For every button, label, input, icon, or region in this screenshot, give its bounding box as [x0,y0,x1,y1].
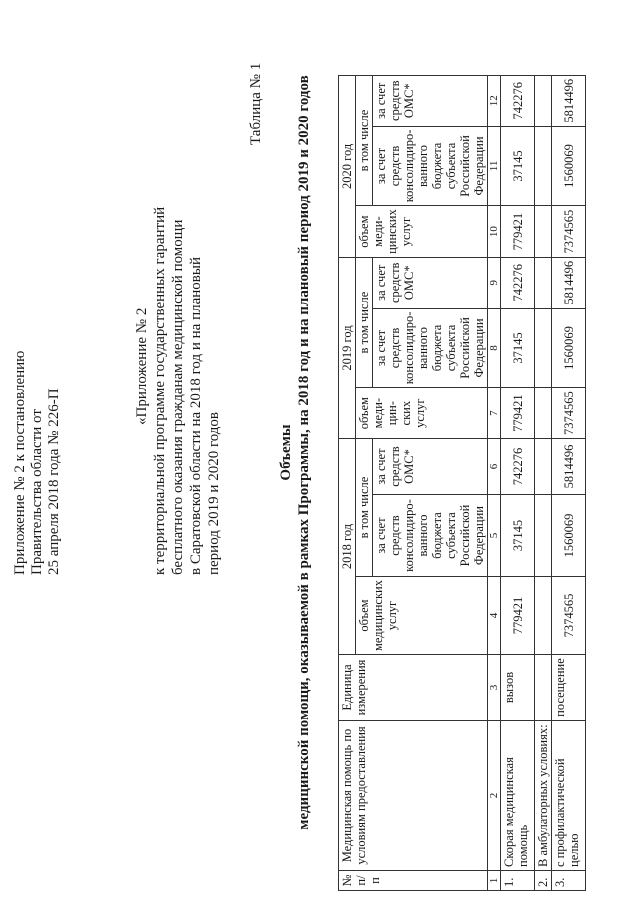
row-value [535,308,552,388]
row-value: 779421 [501,206,535,258]
incl-2019-header: в том числе [356,257,373,387]
appendix-line: «Приложение № 2 [134,307,150,425]
column-number: 7 [488,388,501,439]
table-label: Таблица № 1 [248,62,264,145]
oms-2019-header: за счет средств ОМС* [373,257,488,308]
budget-2019-header: за счет средств консолидиро- ванного бюджета субъекта Российской Федерации [373,308,488,388]
year-2019-header: 2019 год [339,257,356,438]
col-type-header: Медицинская помощь по условиям предоставления [339,721,488,871]
column-number: 3 [488,655,501,721]
appendix-line: в Саратовской области на 2018 год и на плановый [188,257,204,575]
row-value: 37145 [501,495,535,577]
row-value: 1560069 [552,308,586,388]
appendix-line: бесплатного оказания гражданам медицинской помощи [170,219,186,575]
row-value: 742276 [501,75,535,126]
appendix-line: период 2019 и 2020 годов [206,411,222,575]
col-num-header: № п/п [339,871,488,891]
appendix-header [133,185,223,575]
column-number: 9 [488,257,501,308]
row-value: 742276 [501,257,535,308]
col-unit-header: Единица измерения [339,655,488,721]
row-number: 1. [501,871,535,891]
row-value: 7374565 [552,206,586,258]
row-unit: посещение [552,655,586,721]
budget-2020-header: за счет средств консолидиро- ванного бюджета субъекта Российской Федерации [373,126,488,206]
resolution-annotation [12,351,63,575]
column-number: 1 [488,871,501,891]
table-row [501,75,535,890]
column-number: 6 [488,439,501,495]
annotation-line: Правительства области от [29,409,45,575]
row-unit: вызов [501,655,535,721]
row-value [535,206,552,258]
vol-2019-header: объем меди- цин- ских услуг [356,388,488,439]
row-value: 5814496 [552,257,586,308]
table-row [552,75,586,890]
incl-2018-header: в том числе [356,439,373,577]
row-value: 5814496 [552,439,586,495]
row-name: с профилактической целью [552,721,586,871]
annotation-line: 25 апреля 2018 года № 226-П [46,388,62,575]
column-number: 5 [488,495,501,577]
row-value [535,75,552,126]
header-row [339,75,356,890]
row-number: 2. [535,871,552,891]
incl-2020-header: в том числе [356,75,373,205]
annotation-line: Приложение № 2 к постановлению [12,350,28,575]
row-value: 7374565 [552,577,586,655]
row-value: 779421 [501,388,535,439]
appendix-line: к территориальной программе государственных гарантий [152,206,168,575]
column-number: 10 [488,206,501,258]
column-number: 4 [488,577,501,655]
row-value [535,577,552,655]
row-value [535,439,552,495]
oms-2020-header: за счет средств ОМС* [373,75,488,126]
row-unit [535,655,552,721]
row-value: 37145 [501,126,535,206]
row-value [535,257,552,308]
document-subtitle: медицинской помощи, оказываемой в рамках Программы, на 2018 год и на плановый период 2019 и 2020 годов [296,75,312,830]
row-value [535,126,552,206]
vol-2018-header: объем медицинских услуг [356,577,488,655]
vol-2020-header: объем меди- цинских услуг [356,206,488,258]
document-title: Объемы [278,424,294,481]
table-row [535,75,552,890]
row-value: 7374565 [552,388,586,439]
row-name: В амбулаторных условиях: [535,721,552,871]
row-value [535,388,552,439]
row-value: 5814496 [552,75,586,126]
row-name: Скорая медицинская помощь [501,721,535,871]
row-value [535,495,552,577]
row-value: 1560069 [552,495,586,577]
budget-2018-header: за счет средств консолидиро- ванного бюджета субъекта Российской Федерации [373,495,488,577]
year-2020-header: 2020 год [339,75,356,257]
row-value: 37145 [501,308,535,388]
row-number: 3. [552,871,586,891]
column-number: 2 [488,721,501,871]
column-number: 11 [488,126,501,206]
row-value: 779421 [501,577,535,655]
row-value: 1560069 [552,126,586,206]
column-number: 8 [488,308,501,388]
volumes-table [338,75,586,891]
column-number-row [488,75,501,890]
oms-2018-header: за счет средств ОМС* [373,439,488,495]
year-2018-header: 2018 год [339,439,356,655]
column-number: 12 [488,75,501,126]
row-value: 742276 [501,439,535,495]
